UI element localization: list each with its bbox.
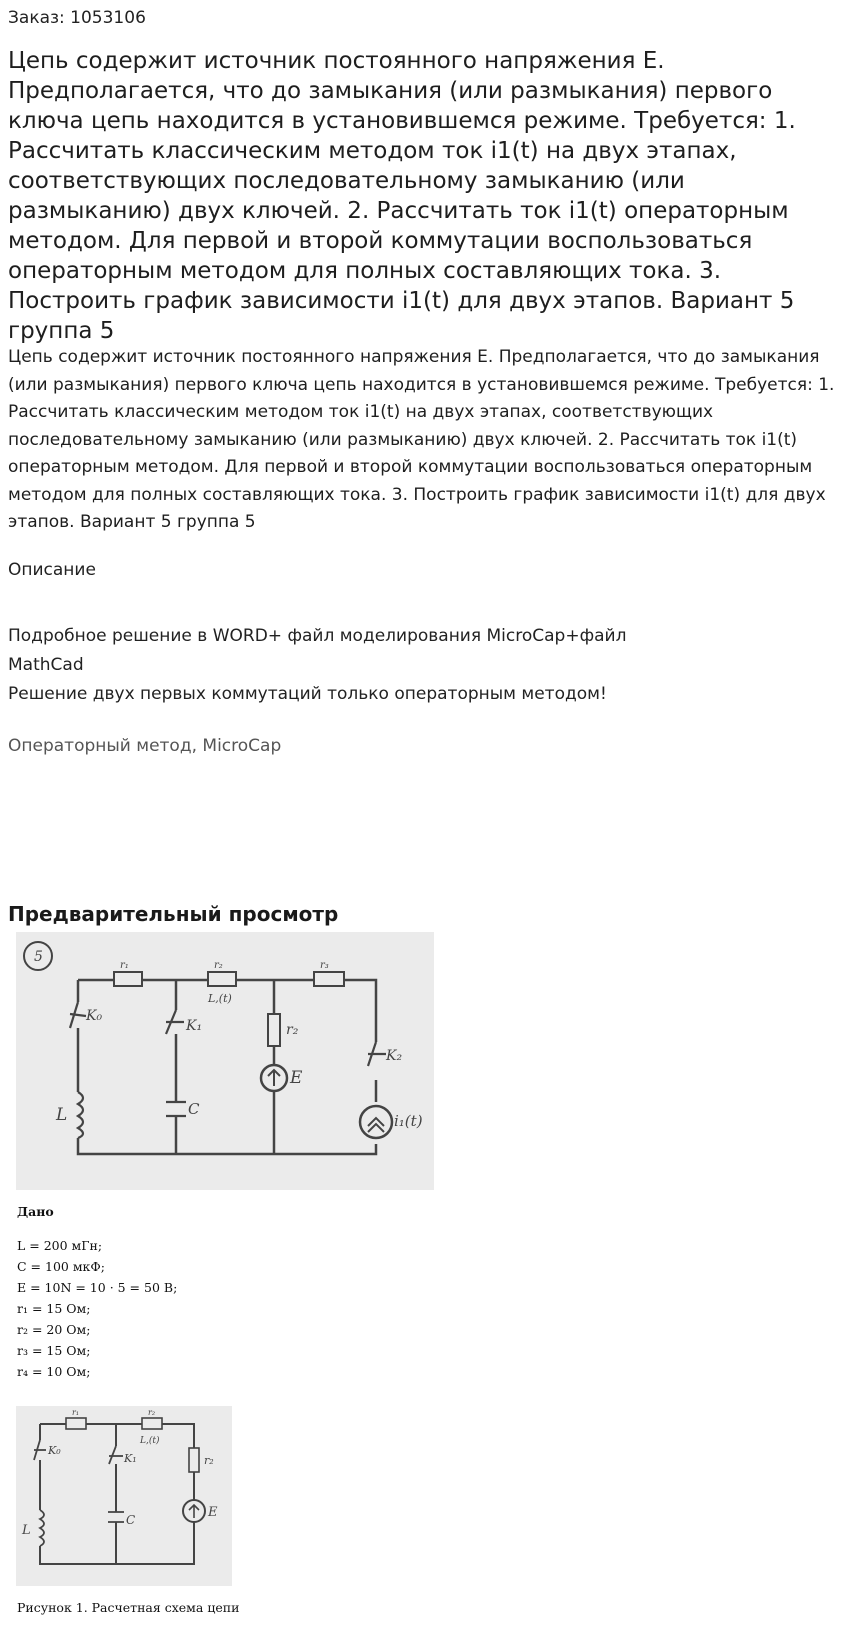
label-inductor: L <box>56 1105 68 1125</box>
given-line: E = 10N = 10 · 5 = 50 В; <box>17 1280 178 1295</box>
description-heading: Описание <box>8 560 96 580</box>
description-line: Подробное решение в WORD+ файл моделирования MicroCap+файл <box>8 626 627 646</box>
description-line: Решение двух первых коммутаций только операторным методом! <box>8 684 607 704</box>
label-r-side: r₂ <box>286 1022 299 1038</box>
label-current: i₁(t) <box>394 1112 423 1130</box>
description-body <box>8 622 728 709</box>
small-label-k0: K₀ <box>48 1444 61 1457</box>
circuit-schematic-small <box>16 1406 232 1586</box>
description-line: MathCad <box>8 655 84 675</box>
small-label-r2: r₂ <box>148 1408 156 1417</box>
preview-heading: Предварительный просмотр <box>8 902 339 926</box>
label-l: L,(t) <box>208 992 232 1005</box>
given-line: r₁ = 15 Ом; <box>17 1301 91 1316</box>
label-r1: r₁ <box>120 960 129 971</box>
small-label-capacitor: C <box>126 1513 136 1527</box>
task-summary: Цепь содержит источник постоянного напряжения E. Предполагается, что до замыкания (или размыкания) первого ключа цепь находится в установившемся режиме. Требуется: 1. Рассчитать классическим методом ток i1(t) на двух этапах, соответствующих последовательному замыканию (или размыканию) двух ключей. 2. Рассчитать ток i1(t) операторным методом. Для первой и второй коммутации воспользоваться операторным методом для полных составляющих тока. 3. Построить график зависимости i1(t) для двух этапов. Вариант 5 группа 5 <box>8 347 835 532</box>
given-data <box>17 1204 177 1382</box>
tags[interactable]: Операторный метод, MicroCap <box>8 736 282 756</box>
label-capacitor: C <box>188 1100 200 1118</box>
given-heading: Дано <box>17 1204 54 1219</box>
small-label-inductor: L <box>22 1523 31 1538</box>
label-r3: r₃ <box>320 960 329 971</box>
label-k1: K₁ <box>186 1018 203 1034</box>
label-k0: K₀ <box>86 1008 103 1024</box>
circuit-schematic <box>16 932 434 1190</box>
figure-caption: Рисунок 1. Расчетная схема цепи <box>17 1600 240 1615</box>
small-label-k1: K₁ <box>124 1452 137 1465</box>
label-k2: K₂ <box>386 1048 403 1064</box>
label-r2: r₂ <box>214 960 223 971</box>
given-line: L = 200 мГн; <box>17 1238 103 1253</box>
small-label-l: L,(t) <box>140 1436 160 1446</box>
small-label-r-side: r₂ <box>204 1454 214 1467</box>
given-line: r₃ = 15 Ом; <box>17 1343 91 1358</box>
small-label-e: E <box>208 1505 218 1520</box>
variant-label: 5 <box>34 949 43 965</box>
circuit-scan-image-small <box>16 1406 232 1586</box>
order-number: Заказ: 1053106 <box>8 8 146 28</box>
label-e: E <box>290 1068 303 1088</box>
given-line: C = 100 мкФ; <box>17 1259 105 1274</box>
given-line: r₄ = 10 Ом; <box>17 1364 91 1379</box>
circuit-scan-image <box>16 932 434 1190</box>
given-line: r₂ = 20 Ом; <box>17 1322 91 1337</box>
small-label-r1: r₁ <box>72 1408 80 1417</box>
page-title: Цепь содержит источник постоянного напряжения E. Предполагается, что до замыкания (или размыкания) первого ключа цепь находится в установившемся режиме. Требуется: 1. Рассчитать классическим методом ток i1(t) на двух этапах, соответствующих последовательному замыканию (или размыканию) двух ключей. 2. Рассчитать ток i1(t) операторным методом. Для первой и второй коммутации воспользоваться операторным методом для полных составляющих тока. 3. Построить график зависимости i1(t) для двух этапов. Вариант 5 группа 5 <box>8 48 796 344</box>
